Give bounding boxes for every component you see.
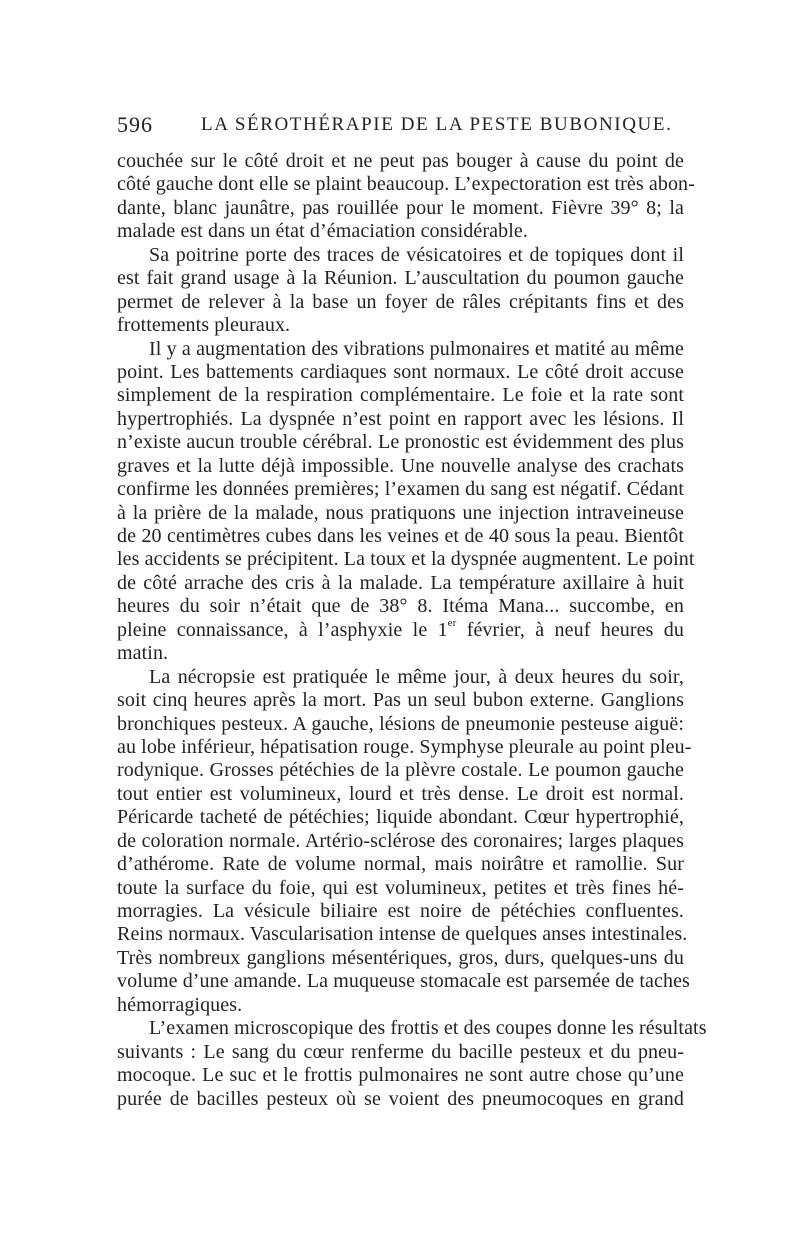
running-title: LA SÉROTHÉRAPIE DE LA PESTE BUBONIQUE.	[201, 114, 673, 135]
text-line: L’examen microscopique des frottis et des coupes donne les résultats	[149, 1017, 707, 1040]
text-line: à la prière de la malade, nous pratiquons une injection intraveineuse	[117, 501, 684, 524]
text-line: est fait grand usage à la Réunion. L’auscultation du poumon gauche	[117, 267, 684, 290]
text-line: bronchiques pesteux. A gauche, lésions de pneumonie pesteuse aiguë:	[117, 712, 684, 735]
text-line: purée de bacilles pesteux où se voient des pneumocoques en grand	[117, 1087, 684, 1110]
text-line: Très nombreux ganglions mésentériques, gros, durs, quelques-uns du	[117, 946, 684, 969]
paragraph	[117, 244, 684, 338]
body-text	[117, 150, 707, 1111]
text-line: volume d’une amande. La muqueuse stomacale est parsemée de taches	[117, 970, 690, 993]
text-line: permet de relever à la base un foyer de râles crépitants fins et des	[117, 290, 684, 313]
text-line: malade est dans un état d’émaciation considérable.	[117, 220, 528, 243]
page-number: 596	[117, 112, 153, 137]
text-line: Sa poitrine porte des traces de vésicatoires et de topiques dont il	[149, 243, 684, 266]
text-line: Péricarde tacheté de pétéchies; liquide abondant. Cœur hypertrophié,	[117, 806, 684, 829]
paragraph	[117, 150, 695, 244]
text-line: Reins normaux. Vascularisation intense de quelques anses intestinales.	[117, 923, 688, 946]
text-line: les accidents se précipitent. La toux et la dyspnée augmentent. Le point	[117, 548, 695, 571]
text-line: de coloration normale. Artério-sclérose des coronaires; larges plaques	[117, 829, 684, 852]
text-line: hypertrophiés. La dyspnée n’est point en rapport avec les lésions. Il	[117, 407, 684, 430]
text-line: Il y a augmentation des vibrations pulmonaires et matité au même	[149, 337, 684, 360]
text-line: toute la surface du foie, qui est volumineux, petites et très fines hé-	[117, 876, 684, 899]
text-line: pleine connaissance, à l’asphyxie le 1er février, à neuf heures du	[117, 617, 684, 641]
text-line: La nécropsie est pratiquée le même jour, à deux heures du soir,	[149, 665, 684, 688]
text-line: morragies. La vésicule biliaire est noire de pétéchies confluentes.	[117, 900, 684, 922]
text-line: frottements pleuraux.	[117, 314, 291, 337]
text-line: mocoque. Le suc et le frottis pulmonaires ne sont autre chose qu’une	[117, 1064, 684, 1087]
text-line: d’athérome. Rate de volume normal, mais noirâtre et ramollie. Sur	[117, 853, 684, 876]
text-line: suivants : Le sang du cœur renferme du bacille pesteux et du pneu-	[117, 1040, 684, 1063]
text-line: couchée sur le côté droit et ne peut pas bouger à cause du point de	[117, 150, 684, 172]
text-line: simplement de la respiration complémentaire. Le foie et la rate sont	[117, 384, 684, 407]
text-line: confirme les données premières; l’examen du sang est négatif. Cédant	[117, 478, 684, 501]
paragraph	[117, 665, 692, 1018]
text-line: graves et la lutte déjà impossible. Une nouvelle analyse des crachats	[117, 454, 684, 477]
text-line: hémorragiques.	[117, 993, 243, 1016]
text-line: point. Les battements cardiaques sont normaux. Le côté droit accuse	[117, 360, 684, 383]
text-line: n’existe aucun trouble cérébral. Le pronostic est évidemment des plus	[117, 431, 684, 454]
text-line: soit cinq heures après la mort. Pas un seul bubon externe. Ganglions	[117, 689, 684, 712]
text-line: rodynique. Grosses pétéchies de la plèvre costale. Le poumon gauche	[117, 759, 684, 782]
text-line: au lobe inférieur, hépatisation rouge. Symphyse pleurale au point pleu-	[117, 735, 692, 758]
paragraph	[117, 1017, 707, 1111]
text-line: tout entier est volumineux, lourd et très dense. Le droit est normal.	[117, 782, 684, 805]
text-line: heures du soir n’était que de 38° 8. Itéma Mana... succombe, en	[117, 595, 684, 618]
page-header	[117, 112, 684, 146]
text-line: de côté arrache des cris à la malade. La température axillaire à huit	[117, 571, 684, 594]
paragraph	[117, 337, 695, 666]
text-line: de 20 centimètres cubes dans les veines et de 40 sous la peau. Bientôt	[117, 525, 684, 547]
text-line: dante, blanc jaunâtre, pas rouillée pour le moment. Fièvre 39° 8; la	[117, 196, 684, 219]
text-line: matin.	[117, 642, 169, 665]
text-line: côté gauche dont elle se plaint beaucoup. L’expectoration est très abon-	[117, 173, 695, 196]
